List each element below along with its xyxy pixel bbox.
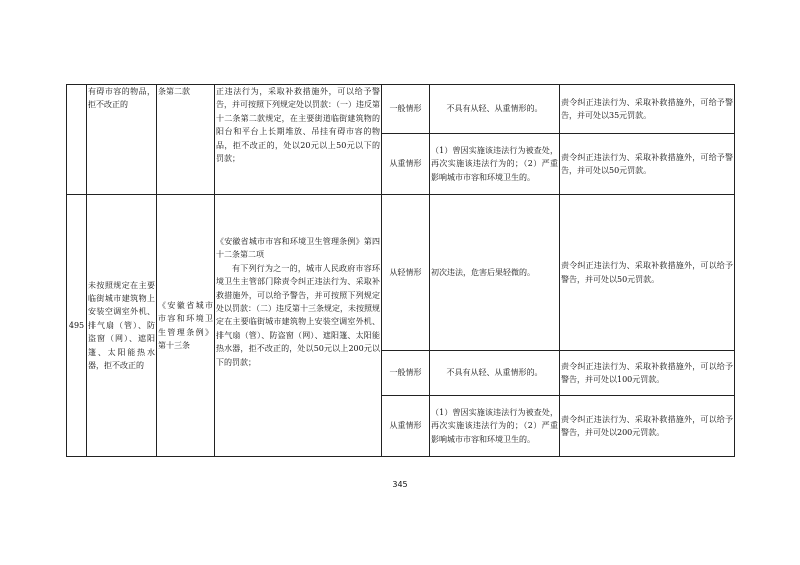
clause-body: 有下列行为之一的，城市人民政府市容环境卫生主管部门除责令纠正违法行为、采取补救措施外，可以给予警告，并可按照下列规定处以罚款：（二）违反第十三条规定，未按照规定在主要临街城市建筑物上安装空调室外机、排气扇（管）、防盗窗（网）、遮阳篷、太阳能热水器，拒不改正的，处以50元以上200元以下的罚款；	[216, 263, 380, 367]
page-number: 345	[392, 480, 408, 489]
penalty-cell: 责令纠正违法行为、采取补救措施外，可给予警告，并可处以35元罚款。	[560, 85, 735, 134]
penalty-clause-cell: 正违法行为，采取补救措施外，可以给予警告，并可按照下列规定处以罚款：（一）违反第十二条第二款规定，在主要街道临街建筑物的阳台和平台上长期堆放、吊挂有碍市容的物品，拒不改正的，处以20元以上50元以下的罚款；	[215, 85, 382, 195]
penalty-clause-cell	[215, 195, 382, 457]
penalty-standards-table	[66, 84, 735, 457]
circumstance-cell: 从轻情形	[382, 195, 430, 351]
legal-basis-cell: 《安徽省城市市容和环境卫生管理条例》第十三条	[157, 195, 215, 457]
violation-name-cell: 未按照规定在主要临街城市建筑物上安装空调室外机、排气扇（管）、防盗窗（网）、遮阳篷、太阳能热水器，拒不改正的	[87, 195, 157, 457]
table-row	[67, 85, 735, 134]
circumstance-cell: 从重情形	[382, 396, 430, 457]
violation-name-cell: 有碍市容的物品，拒不改正的	[87, 85, 157, 195]
penalty-cell: 责令纠正违法行为、采取补救措施外，可以给予警告，并可处以50元罚款。	[560, 195, 735, 351]
penalty-cell: 责令纠正违法行为、采取补救措施外，可给予警告，并可处以50元罚款。	[560, 134, 735, 195]
item-number-cell	[67, 85, 87, 195]
situation-cell: 不具有从轻、从重情形的。	[430, 351, 560, 396]
penalty-cell: 责令纠正违法行为、采取补救措施外，可以给予警告，并可处以100元罚款。	[560, 351, 735, 396]
legal-basis-cell: 条第二款	[157, 85, 215, 195]
item-number-cell: 495	[67, 195, 87, 457]
situation-cell: 初次违法，危害后果轻微的。	[430, 195, 560, 351]
circumstance-cell: 一般情形	[382, 351, 430, 396]
situation-cell: （1）曾因实施该违法行为被查处，再次实施该违法行为的；（2）严重影响城市市容和环境卫生的。	[430, 134, 560, 195]
circumstance-cell: 一般情形	[382, 85, 430, 134]
table-row	[67, 195, 735, 351]
penalty-cell: 责令纠正违法行为、采取补救措施外，可以给予警告，并可处以200元罚款。	[560, 396, 735, 457]
circumstance-cell: 从重情形	[382, 134, 430, 195]
situation-cell: 不具有从轻、从重情形的。	[430, 85, 560, 134]
situation-cell: （1）曾因实施该违法行为被查处，再次实施该违法行为的；（2）严重影响城市市容和环境卫生的。	[430, 396, 560, 457]
clause-title: 《安徽省城市市容和环境卫生管理条例》第四十二条第二项	[216, 237, 380, 260]
